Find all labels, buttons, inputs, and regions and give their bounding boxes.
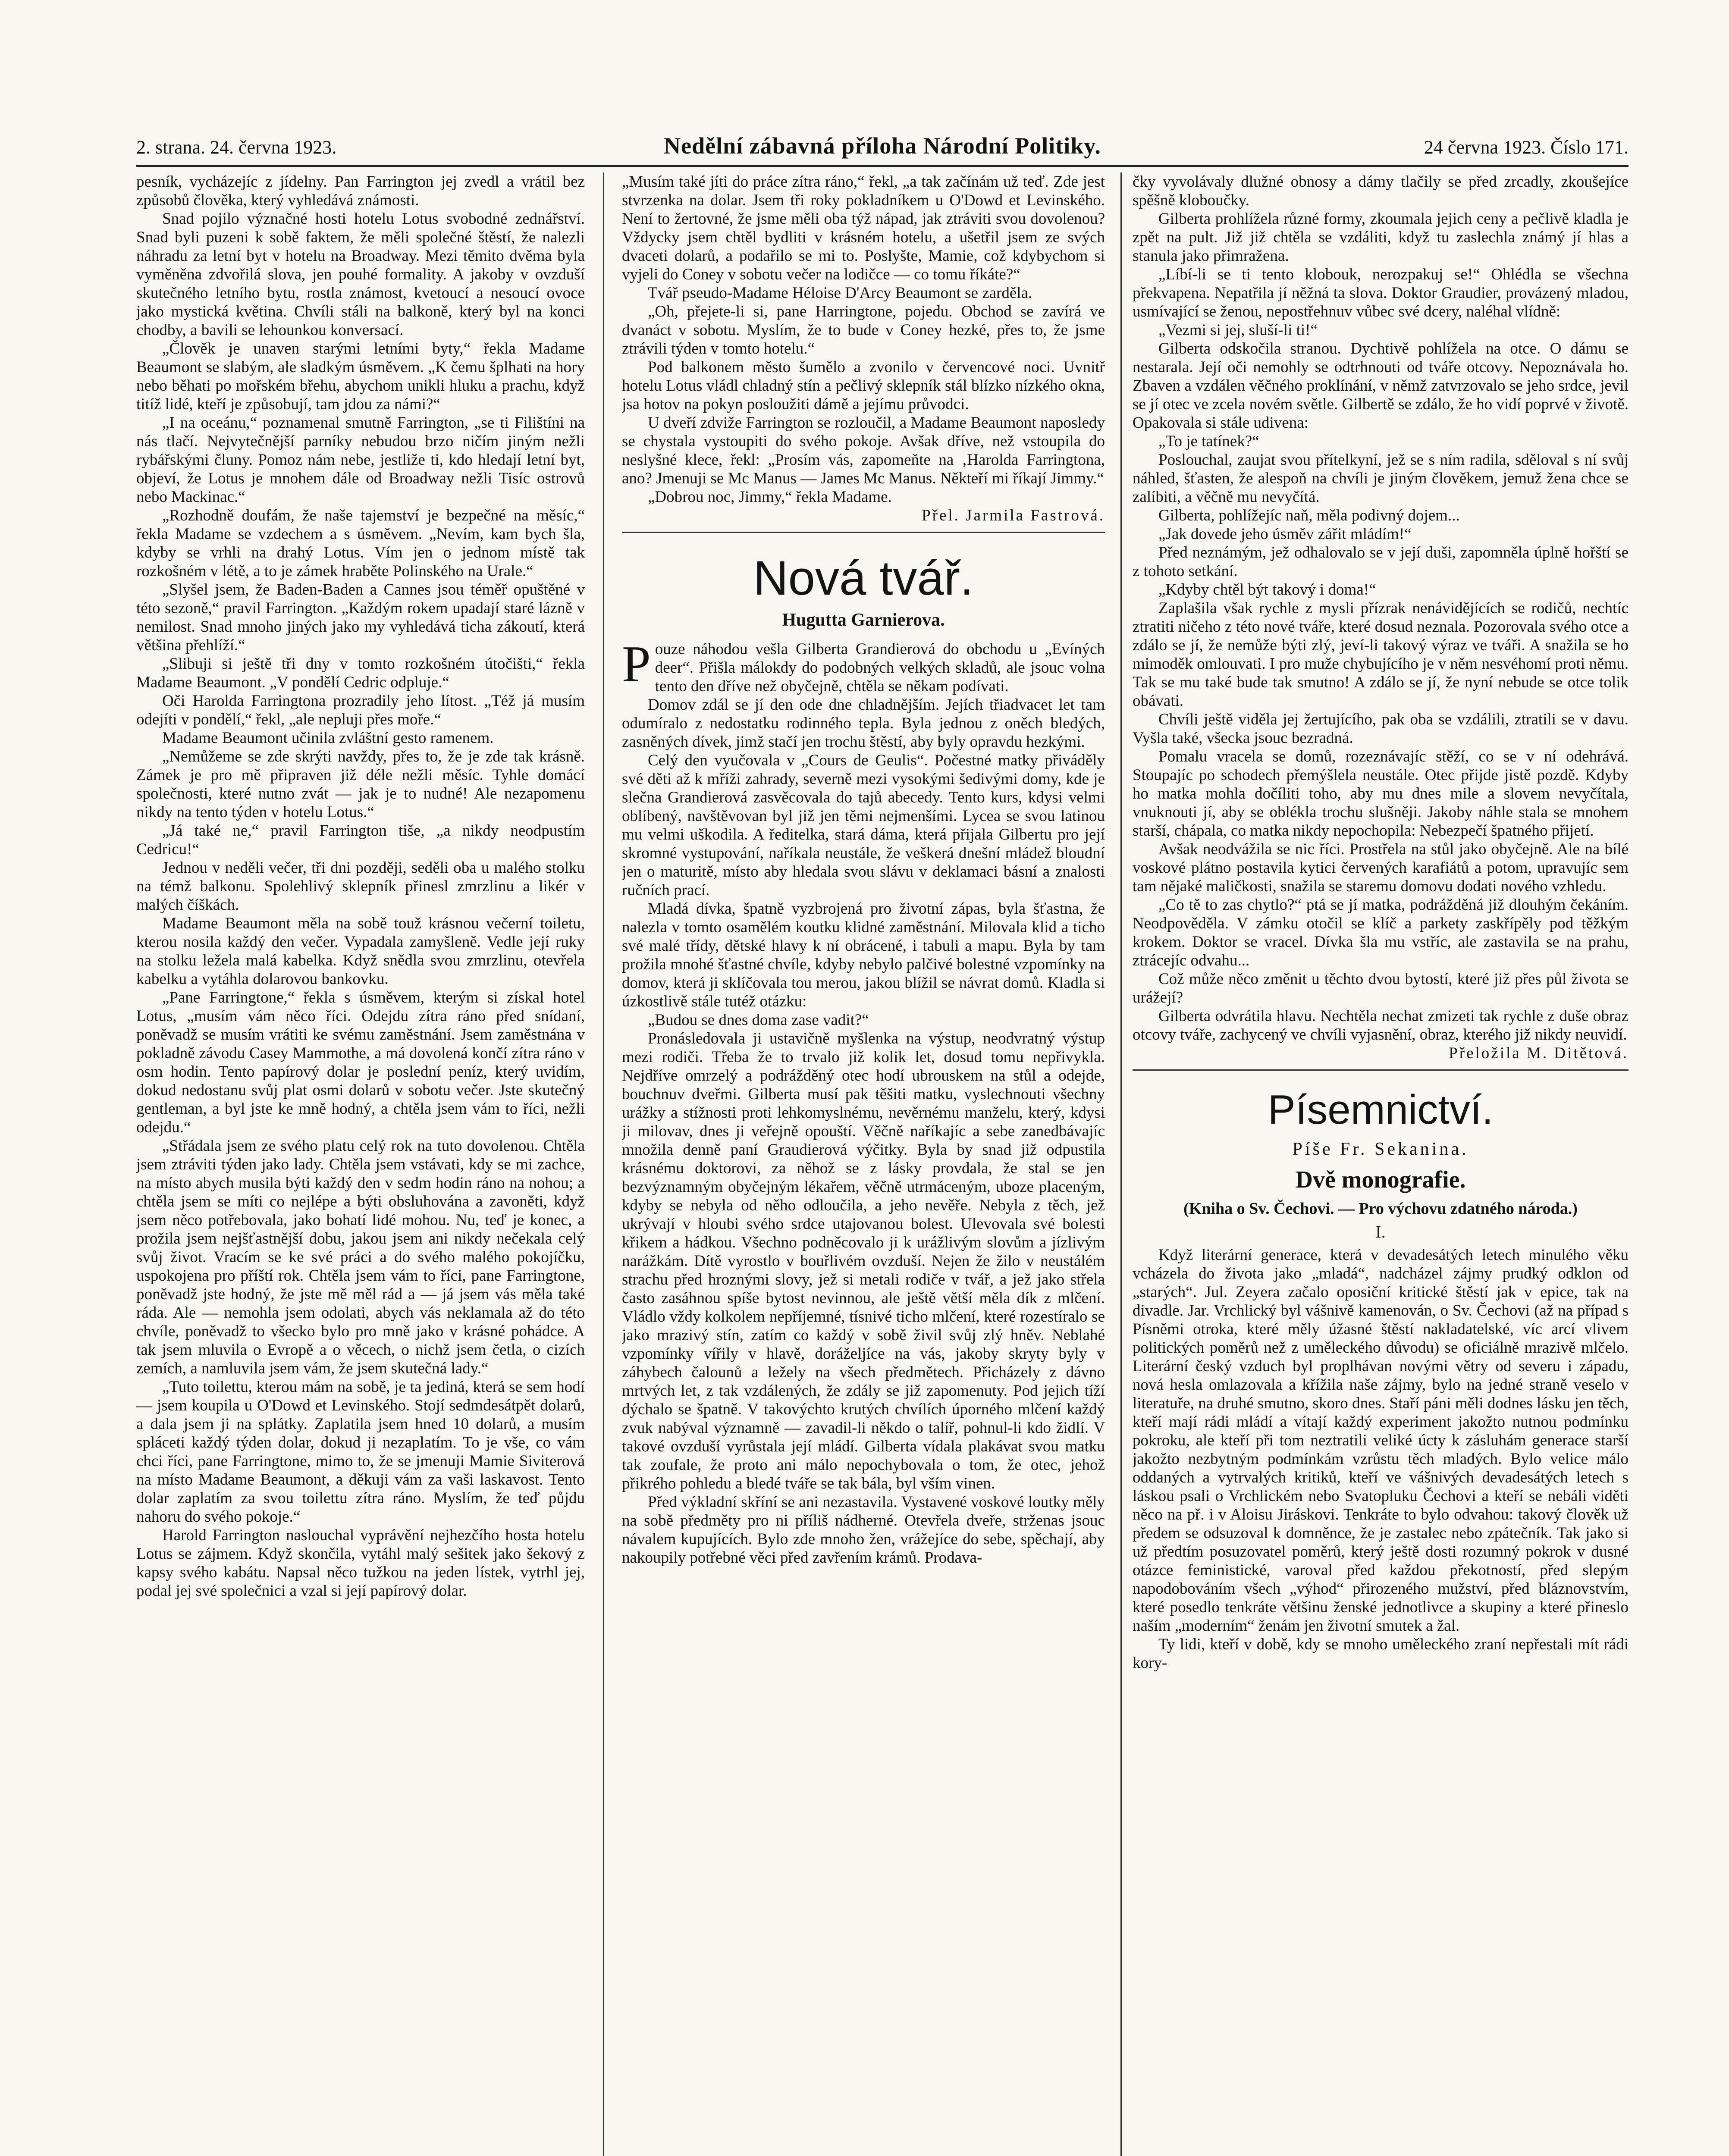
section-divider — [1133, 1069, 1629, 1071]
paragraph: U dveří zdviže Farrington se rozloučil, a Madame Beaumont naposledy se chystala vystoupiti do svého pokoje. Avšak dříve, než vstoupila do neslyšné klece, řekl: „Prosím vás, zapomeňte na ‚Harolda Farringtona, ano? Jmenuji se Mc Manus — James Mc Manus. Někteří mi říkají Jimmy.“ — [622, 414, 1105, 487]
paragraph: Před neznámým, jež odhalovalo se v její duši, zapomněla úplně hořští se z tohoto setkání. — [1133, 544, 1629, 580]
paragraph: Zaplašila však rychle z mysli přízrak nenávidějících se rodičů, nechtíc ztratiti ničeho z této nové tváře, které dosud neznala. Pozorovala svého otce a zdálo se jí, že nemůže býti zlý, jeví-li takový výraz ve tváři. A snažila se ho mimoděk omlouvati. I pro muže chybujícího je v něm nesvéhomí proti němu. Tak se mu také bude tak smutno! A zdálo se jí, že nyní nebude se otce tolik obávati. — [1133, 599, 1629, 710]
paragraph: „Co tě to zas chytlo?“ ptá se jí matka, podrážděná již dlouhým čekáním. Neodpověděla. V zámku otočil se klíč a parkety zaskřípěly pod těžkým krokem. Doktor se vracel. Dívka šla mu vstříc, ale zastavila se na prahu, ztrácejíc odvahu... — [1133, 896, 1629, 969]
paragraph: „Budou se dnes doma zase vadit?“ — [648, 1011, 869, 1029]
paragraph: „Nemůžeme se zde skrýti navždy, přes to, že je zde tak krásně. Zámek je pro mě připraven již déle nežli měsíc. Tyhle domácí společnosti, které nutno zvát — jak je to nudné! Ale nezapomenu nikdy na tento týden v hotelu Lotus.“ — [136, 748, 585, 821]
paragraph: „Oh, přejete-li si, pane Harringtone, pojedu. Obchod se zavírá ve dvanáct v sobotu. Myslím, že to bude v Coney hezké, přes to, že jsme ztrávili týden v tomto hotelu.“ — [622, 303, 1105, 357]
article-title: Dvě monografie. — [1295, 1166, 1466, 1193]
paragraph: čky vyvolávaly dlužné obnosy a dámy tlačily se před zrcadly, zkoušejíce spěšně kloboučky. — [1133, 173, 1629, 209]
paragraph: Celý den vyučovala v „Cours de Geulis“. Počestné matky přiváděly své děti až k mříži zahrady, severně mezi vysokými šedivými domy, kde je slečna Grandierová zasvěcovala do tajů abecedy. Tento kurs, kdysi velmi oblíbený, navštěvovan byl již jen těmi nejmenšími. Lycea se svou latinou mu velmi uškodila. A ředitelka, stará dáma, která přijala Gilbertu pro její skromné vystupování, naříkala neustále, že veškerá dnešní mládež bloudní jen o maturitě, místo aby hledala svou slávu v deklamaci básní a znalosti ručních prací. — [622, 752, 1105, 899]
paragraph: Mladá dívka, špatně vyzbrojená pro životní zápas, byla šťastna, že nalezla v tomto osamělém koutku klidné zaměstnání. Milovala klid a ticho své malé třídy, dětské hlavy k ní obrácené, i tabuli a mapu. Byla by tam prožila mnohé šťastné chvíle, kdyby nebylo palčivé bolestné vzpomínky na domov, která ji sklíčovala tou merou, jakou blížil se návrat domů. Kladla si úzkostlivě stále tutéž otázku: — [622, 900, 1105, 1010]
paragraph: „I na oceánu,“ poznamenal smutně Farrington, „se ti Filištíni na nás tlačí. Nejvytečnější parníky nebudou brzo ničím jiným nežli rybářskými čluny. Pomoz nám nebe, jestliže ti, kdo hledají letní byt, objeví, že Lotus je mnohem dále od Broadway nežli Tisíc ostrovů nebo Mackinac.“ — [136, 414, 585, 506]
paragraph: „Střádala jsem ze svého platu celý rok na tuto dovolenou. Chtěla jsem ztráviti týden jako lady. Chtěla jsem vstávati, kdy se mi zachce, na místo abych musila býti každý den v sedm hodin ráno na nohou; a chtěla jsem se míti co nejlépe a býti obsluhována a zavoněti, když jsem něco potřebovala, jako bohatí lidé mohou. Nu, teď je konec, a prožila jsem nejšťastnější dobu, jakou jsem ani nikdy nečekala celý svůj život. Vracím se ke své práci a do svého malého pokojíčku, uspokojena pro příští rok. Chtěla jsem vám to říci, pane Farringtone, poněvadž jste hodný, že jste mě měl rád a — já jsem vás měla také ráda. Ale — nemohla jsem odolati, abych vás neklamala až do této chvíle, poněvadž to všecko bylo pro mně jako v krásné pohádce. A tak jsem mluvila o Evropě a o věcech, o nichž jsem četla, o cizích zemích, a namluvila jsem vám, že jsem skutečná lady.“ — [136, 1137, 585, 1377]
paragraph-text: ouze náhodou vešla Gilberta Grandierová do obchodu u „Evíných deer“. Přišla málokdy do podobných velkých skladů, ale jsouc volna tento den dříve než obyčejně, chtěla se někam podívati. — [655, 640, 1105, 695]
paragraph: „Vezmi si jej, sluší-li ti!“ — [1158, 321, 1318, 339]
paragraph: Gilberta odvrátila hlavu. Nechtěla nechat zmizeti tak rychle z duše obraz otcovy tváře, zachycený ve chvíli vyjasnění, obraz, kterého již nikdy neuvidí. — [1133, 1007, 1629, 1044]
column-divider — [603, 172, 604, 2156]
section-number: I. — [1375, 1222, 1386, 1241]
paragraph: „Já také ne,“ pravil Farrington tiše, „a nikdy neodpustím Cedricu!“ — [136, 822, 585, 858]
paragraph: Harold Farrington naslouchal vyprávění nejhezčího hosta hotelu Lotus se zájmem. Když skončila, vytáhl malý sešitek jako šekový z kapsy svého kabátu. Napsal něco tužkou na jeden lístek, vytrhl jej, podal jej své společnici a vzal si její papírový dolar. — [136, 1526, 585, 1600]
section-title: Písemnictví. — [1268, 1087, 1494, 1133]
paragraph: „Líbí-li se ti tento klobouk, nerozpakuj se!“ Ohlédla se všechna překvapena. Nepatřila jí něžná ta slova. Doktor Graudier, provázený mladou, usmívající se ženou, nepostřehnuv vůbec své dcery, naléhal vlídně: — [1133, 266, 1629, 320]
paragraph: Gilberta, pohlížejíc naň, měla podivný dojem... — [1158, 507, 1460, 524]
paragraph: Avšak neodvážila se nic říci. Prostřela na stůl jako obyčejně. Ale na bílé voskové plátno postavila kytici červených karafiátů a potom, upravujíc sem tam nějaké maličkosti, snažila se staremu domovu dodati nového vzhledu. — [1133, 840, 1629, 895]
translator-credit: Přeložila M. Ditětová. — [1449, 1044, 1629, 1062]
paragraph: „Tuto toilettu, kterou mám na sobě, je ta jediná, která se sem hodí — jsem koupila u O'Dowd et Levinského. Stojí sedmdesátpět dolarů, a dala jsem ji na splátky. Zaplatila jsem hned 10 dolarů, a musím spláceti každý týden dolar, dokud ji nezaplatím. To je vše, co vám chci říci, pane Farringtone, mimo to, že se jmenuji Mamie Siviterová na místo Madame Beaumont, a děkuji vám za vaši laskavost. Tento dolar zaplatím za svou toilettu zítra ráno. Myslím, že teď půjdu nahoru do svého pokoje.“ — [136, 1378, 585, 1526]
story-first-paragraph — [622, 635, 1105, 696]
header-page-date: 2. strana. 24. června 1923. — [136, 137, 337, 158]
paragraph: Oči Harolda Farringtona prozradily jeho lítost. „Též já musím odejíti v pondělí,“ řekl, „ale nepluji přes moře.“ — [136, 692, 585, 728]
paragraph: Jednou v neděli večer, tři dni později, seděli oba u malého stolku na témž balkonu. Spolehlivý sklepník přinesl zmrzlinu a likér v malých číškách. — [136, 859, 585, 914]
story-title: Nová tvář. — [753, 551, 974, 605]
story-author: Hugutta Garnierova. — [782, 610, 945, 630]
paragraph: pesník, vycházejíc z jídelny. Pan Farrington jej zvedl a vrátil bez způsobů člověka, který vyhledává známosti. — [136, 173, 585, 209]
paragraph: „Dobrou noc, Jimmy,“ řekla Madame. — [648, 488, 892, 506]
paragraph: Pronásledovala ji ustavičně myšlenka na výstup, neodvratný výstup mezi rodiči. Třeba že to trvalo již kolik let, dosud tomu nepřivykla. Nejdříve omrzelý a podrážděný otec hodí ubrouskem na stůl a odejde, bouchnuv dveřmi. Gilberta musí pak těšiti matku, vyslechnouti všechny urážky a stížnosti proti lehkomyslnému, nevěrnému manželu, který, kdysi ji milovav, dnes ji veřejně opouští. Věčně naříkajíc a sebe zanedbávajíc množila denně paní Graudierová výčitky. Byla by snad již odpustila krásnému doktorovi, za něhož se z lásky provdala, že stal se jen bezvýznamným obyčejným lékařem, věčně utrmáceným, uboze placeným, kdyby se nebyla od něho odloučila, a jeho nevěře. Nebyla z těch, jež ukrývají v hloubi svého srdce utajovanou bolest. Ulevovala své bolesti křikem a hádkou. Všechno podněcovalo ji k urážlivým slovům a jízlivým narážkám. Dítě vyrostlo v bouřlivém ovzduší. Nejen že žilo v neustálém strachu před hroznými slovy, jež si metali rodiče v tvář, a jež jako střela často zasáhnou spíše bytost nevinnou, ale ještě větší měla dík z mlčení. Vládlo vždy kolkolem nepříjemné, tísnivé ticho mlčení, které rozestíralo se jako mrazivý stín, zatím co každý v sobě živil svůj zlý hněv. Neblahé vzpomínky vířily v hlavě, doráželjíce na vás, jakoby skryty byly v záhybech čalounů a ležely na všech předmětech. Přicházely z dávno mrtvých let, z tak vzdálených, že zdály se již zapomenuty. Pod jejich tíží dýchalo se špatně. V takovýchto krutých chvílích úporného mlčení každý zvuk nabýval významně — zavadil-li někdo o talíř, pohnul-li kdo židlí. V takové ovzduší vyrůstala její mládí. Gilberta vídala plakávat svou matku tak zoufale, že proto ani málo nepochybovala o tom, že otec, jehož přikrého pohledu a bledé tváře se tak bála, byl vším vinen. — [622, 1030, 1105, 1492]
paragraph: „Pane Farringtone,“ řekla s úsměvem, kterým si získal hotel Lotus, „musím vám něco říci. Odejdu zítra ráno před snídaní, poněvadž se musím vrátiti ke svému zaměstnání. Jsem zaměstnána v pokladně závodu Casey Mammothe, a má dovolená končí zítra ráno v osm hodin. Tento papírový dolar je poslední peníz, který uvidím, dokud nedostanu svůj plat osmi dolarů v sobotu večer. Jste skutečný gentleman, a byl jste ke mně hodný, a chtěla jsem vám to říci, nežli odejdu.“ — [136, 989, 585, 1136]
story-divider — [622, 532, 1105, 533]
paragraph: Což může něco změnit u těchto dvou bytostí, které již přes půl života se urážejí? — [1133, 970, 1629, 1006]
paragraph: Madame Beaumont měla na sobě touž krásnou večerní toiletu, kterou nosila každý den večer. Vypadala zamyšleně. Vedle její ruky na stolku ležela malá kabelka. Když snědla svou zmrzlinu, otevřela kabelku a vytáhla dolarovou bankovku. — [136, 915, 585, 988]
paragraph: „Jak dovede jeho úsměv zářit mládím!“ — [1158, 525, 1412, 543]
column-middle — [622, 172, 1105, 2156]
drop-cap: P — [622, 635, 651, 693]
paragraph: „Musím také jíti do práce zítra ráno,“ řekl, „a tak začínám už teď. Zde jest stvrzenka na dolar. Jsem tři roky pokladníkem u O'Dowd et Levinského. Není to žertovné, že jsme měli oba týž nápad, jak ztráviti svou dovolenou? Vždycky jsem chtěl bydliti v krásném hotelu, a ušetřil jsem ze svých dvaceti dolarů, a podařilo se mi to. Poslyšte, Mamie, což kdybychom si vyjeli do Coney v sobotu večer na lodičce — co tomu říkáte?“ — [622, 173, 1105, 283]
paragraph: „Člověk je unaven starými letními byty,“ řekla Madame Beaumont se slabým, ale sladkým úsměvem. „K čemu šplhati na hory nebo běhati po mořském břehu, abychom unikli hluku a prachu, když titíž lidé, kteří je způsobují, tam jdou za námi?“ — [136, 340, 585, 413]
paragraph: Madame Beaumont učinila zvláštní gesto ramenem. — [162, 729, 494, 747]
paragraph: Ty lidi, kteří v době, kdy se mnoho uměleckého zraní nepřestali mít rádi kory- — [1133, 1636, 1629, 1672]
paragraph: Pomalu vracela se domů, rozeznávajíc stěží, co se v ní odehrává. Stoupajíc po schodech přemýšlela neustále. Otec přijde jistě pozdě. Kdyby ho matka mohla dočíliti toho, aby mu dnes mile a slovem nevyčítala, vnuknouti jí, aby se oblékla trochu slušněji. Jakoby náhle stala se mnohem starší, chápala, co matka nikdy nepochopila: Nebezpečí špatného přijetí. — [1133, 748, 1629, 840]
paragraph: Chvíli ještě viděla jej žertujícího, pak oba se vzdálili, ztratili se v davu. Vyšla také, všecka jsouc bezradná. — [1133, 711, 1629, 747]
paragraph: „Rozhodně doufám, že naše tajemství je bezpečné na měsíc,“ řekla Madame se vzdechem a s úsměvem. „Nevím, kam bych šla, kdyby se vrhli na drahý Lotus. Vím jen o jednom místě tak rozkošném v létě, a to je zámek hraběte Polinského na Urale.“ — [136, 507, 585, 580]
column-divider — [1120, 172, 1122, 2156]
paragraph: „To je tatínek?“ — [1158, 432, 1259, 450]
header-publication-title: Nedělní zábavná příloha Národní Politiky. — [664, 133, 1101, 159]
paragraph: Domov zdál se jí den ode dne chladnějším. Jejích třiadvacet let tam odumíralo z nedostatku rodinného tepla. Byla jednou z oněch bledých, zasněných dívek, jimž stačí jen trochu štěstí, aby byly opravdu hezkými. — [622, 696, 1105, 751]
header-issue-number: 24 června 1923. Číslo 171. — [1424, 137, 1629, 158]
column-left — [136, 172, 585, 2156]
paragraph: Gilberta prohlížela různé formy, zkoumala jejich ceny a pečlivě kladla je zpět na pult. Již již chtěla se vzdáliti, když tu zaslechla známý jí hlas a stanula jako přimražena. — [1133, 210, 1629, 265]
paragraph: „Slyšel jsem, že Baden-Baden a Cannes jsou téměř opuštěné v této sezoně,“ pravil Farrington. „Každým rokem upadají staré lázně v nemilost. Snad mnoho jiných jako my vyhledává ticha zákoutí, která většina přehlíží.“ — [136, 581, 585, 654]
paragraph: Poslouchal, zaujat svou přítelkyní, jež se s ním radila, sděloval s ní svůj náhled, šťasten, že alespoň na chvíli je jiným člověkem, jemuž žena chce se zalíbiti, a věčně mu nevyčítá. — [1133, 451, 1629, 506]
paragraph: Před výkladní skříní se ani nezastavila. Vystavené voskové loutky měly na sobě předměty pro ni příliš nádherné. Otevřela dveře, strženas jsouc návalem kupujících. Bylo zde mnoho žen, vrážejíce do sebe, spěchají, aby nakoupily potřebné věci před zavřením krámů. Prodava- — [622, 1493, 1105, 1567]
paragraph: „Slibuji si ještě tři dny v tomto rozkošném útočišti,“ řekla Madame Beaumont. „V pondělí Cedric odpluje.“ — [136, 655, 585, 691]
page-header — [136, 135, 1629, 167]
article-subtitle: (Kniha o Sv. Čechovi. — Pro výchovu zdatného národa.) — [1183, 1200, 1578, 1218]
paragraph: „Kdyby chtěl být takový i doma!“ — [1158, 581, 1376, 599]
section-author: Píše Fr. Sekanina. — [1292, 1139, 1469, 1159]
paragraph: Když literární generace, která v devadesátých letech minulého věku vcházela do života jako „mladá“, nadcházel zájmy prudký odklon od „starých“. Jul. Zeyera začalo oposiční kritické štěstí jak v epice, tak na divadle. Jar. Vrchlický byl vášnivě kamenován, o Sv. Čechovi (až na případ s Písněmi otroka, které měly úžasné štěstí nakladatelské, víc arcí vlivem politických poměrů než z uměleckého důvodu) se oficiálně mrazivě mlčelo. Literární český vzduch byl proplhávan novými větry od severu i západu, nová hesla omlazovala a křížila naše zájmy, bylo na jedné straně veselo v literatuře, na druhé smutno, skoro dnes. Staří páni měli dodnes lásku jen těch, kteří mají rádi mládí a vítají každý experiment jakožto nutnou podmínku pokroku, ale kteří při tom neztratili veliké úcty k zásluhám generace starší jakožto nezbytným podmínkám vzrůstu těch mladých. Bylo velice málo oddaných a vytrvalých kritiků, kteří ve vášnivých devadesátých letech s láskou psali o Vrchlickém nebo Svatopluku Čechovi a kteří se nebáli viděti něco na př. i v Aloisu Jiráskovi. Tenkráte to bylo odvahou: takový člověk už předem se odsuzoval k domněnce, že je zastalec nebo zpátečník. Tak jako si už předtím posuzovatel poměrů, který ještě dosti rozumný pokrok v dusné otázce feministické, varoval před každou překotností, před slepým napodobováním všech „výhod“ přirozeného mužství, před bláznovstvím, které posedlo tenkráte většinu ženské jednotlivce a skupiny a které přineslo naším „moderním“ ženám jen životní smutek a žal. — [1133, 1246, 1629, 1635]
column-right — [1133, 172, 1629, 2156]
paragraph: Pod balkonem město šumělo a zvonilo v červencové noci. Uvnitř hotelu Lotus vládl chladný stín a pečlivý sklepník stál blízko nízkého okna, jsa hotov na pokyn posloužiti dámě a jejímu průvodci. — [622, 358, 1105, 413]
paragraph: Tvář pseudo-Madame Héloise D'Arcy Beaumont se zarděla. — [648, 284, 1032, 302]
paragraph: Gilberta odskočila stranou. Dychtivě pohlížela na otce. O dámu se nestarala. Její oči nemohly se odtrhnouti od tváře otcovy. Nepoznávala ho. Zbaven a vzdálen věčného proklínání, v němž zatvrzovalo se jeho srdce, jevil se jí otec ve zcela novém světle. Gilbertě se zdálo, že ho vidí poprvé v životě. Opakovala si stále udivena: — [1133, 340, 1629, 432]
paragraph: Snad pojilo význačné hosti hotelu Lotus svobodné zednářství. Snad byli puzeni k sobě faktem, že měli společné štěstí, že nalezli náhradu za letní byt v hotelu na Broadway. Mezi těmito dvěma byla vyměněna zdvořilá slova, jen pouhé formality. A jakoby v ovzduší skutečného letního bytu, rostla známost, kvetoucí a nesoucí ovoce jako mystická květina. Chvíli stáli na balkoně, který byl na konci chodby, a bavili se lehounkou konversací. — [136, 210, 585, 339]
translator-credit: Přel. Jarmila Fastrová. — [922, 507, 1105, 524]
